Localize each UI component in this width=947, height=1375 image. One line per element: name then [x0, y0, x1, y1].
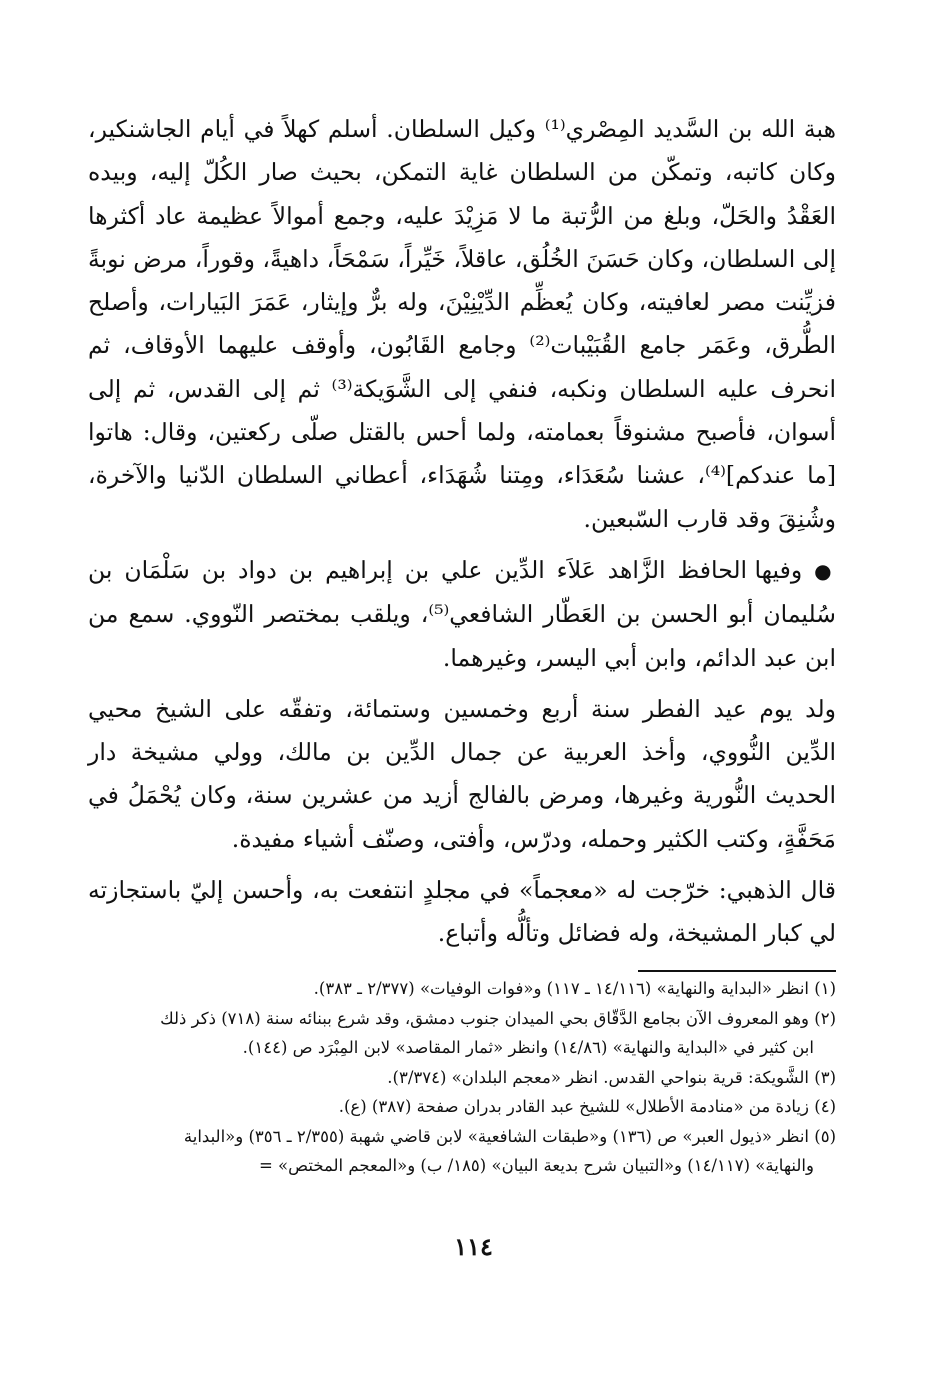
- bullet-paragraph: [88, 549, 836, 680]
- footnote-3: (٣) الشَّويكة: قرية بنواحي القدس. انظر «معجم البلدان» (٣/٣٧٤).: [387, 1067, 836, 1087]
- footnote-4: (٤) زيادة من «منادمة الأطلال» للشيخ عبد القادر بدران صفحة (٣٨٧) (ع).: [338, 1097, 836, 1116]
- main-text: [88, 108, 836, 956]
- footnote-2: (٢) وهو المعروف الآن بجامع الدَّقّاق بحي الميدان جنوب دمشق، وقد شرع ببنائه سنة (٧١٨) ذكر ذلك: [160, 1008, 836, 1028]
- bullet-icon: ●: [814, 558, 836, 583]
- bullet-paragraph-text: وفيها الحافظ الزَّاهد عَلاَء الدِّين علي بن إبراهيم بن دواد بن سَلْمَان بن سُليمان أبو الحسن بن العَطّار الشافعي⁽⁵⁾، ويلقب بمختصر النّووي. سمع من ابن عبد الدائم، وابن أبي اليسر، وغيرهما.: [88, 555, 836, 672]
- footnote-2-continuation: ابن كثير في «البداية والنهاية» (١٤/٨٦) وانظر «ثمار المقاصد» لابن المِبْرَد ص (١٤٤).: [242, 1038, 814, 1057]
- page-number: ١١٤: [454, 1232, 493, 1261]
- biography-paragraph: هبة الله بن السَّديد المِصْري⁽¹⁾ وكيل السلطان. أسلم كهلاً في أيام الجاشنكير، وكان كاتبه، وتمكّن من السلطان غاية التمكن، بحيث صار الكُلّ إليه، وبيده العَقْدُ والحَلّ، وبلغ من الرُّتبة ما لا مَزِيْدَ عليه، وجمع أموالاً عظيمة عاد أكثرها إلى السلطان، وكان حَسَنَ الخُلُق، عاقلاً، خَيِّراً، سَمْحَاً، داهيةً، وقوراً، مرض نوبةً فزيِّنت مصر لعافيته، وكان يُعظِّم الدِّيْنِيْنَ، وله برٌّ وإيثار، عَمَرَ البَيارات، وأصلح الطُّرق، وعَمَر جامع القُبَيْبات⁽²⁾ وجامع القَابُون، وأوقف عليهما الأوقاف، ثم انحرف عليه السلطان ونكبه، فنفي إلى الشَّوَيكة⁽³⁾ ثم إلى القدس، ثم إلى أسوان، فأصبح مشنوقاً بعمامته، ولما أحس بالقتل صلّى ركعتين، وقال: هاتوا [ما عندكم]⁽⁴⁾، عشنا سُعَدَاء، ومِتنا شُهَدَاء، أعطاني السلطان الدّنيا والآخرة، وشُنِقَ وقد قارب السّبعين.: [88, 115, 836, 533]
- footnote-5-continuation: والنهاية» (١٤/١١٧) و«التبيان شرح بديعة البيان» (١٨٥/ ب) و«المعجم المختص» =: [258, 1156, 814, 1175]
- footnote-5: (٥) انظر «ذيول العبر» ص (١٣٦) و«طبقات الشافعية» لابن قاضي شهبة (٢/٣٥٥ ـ ٣٥٦) و«البداية: [183, 1126, 836, 1146]
- dhahabi-paragraph: قال الذهبي: خرّجت له «معجماً» في مجلدٍ انتفعت به، وأحسن إليّ باستجازته لي كبار المشيخة، وله فضائل وتألُّه وأتباع.: [88, 876, 836, 948]
- footnote-1: (١) انظر «البداية والنهاية» (١٤/١١٦ ـ ١١٧) و«فوات الوفيات» (٢/٣٧٧ ـ ٣٨٣).: [313, 979, 836, 998]
- footnotes: [78, 974, 836, 1181]
- birth-paragraph: ولد يوم عيد الفطر سنة أربع وخمسين وستمائة، وتفقّه على الشيخ محيي الدِّين النُّووي، وأخذ العربية عن جمال الدِّين بن مالك، وولي مشيخة دار الحديث النُّورية وغيرها، ومرض بالفالج أزيد من عشرين سنة، وكان يُحْمَلُ في مَحَفَّةٍ، وكتب الكثير وحمله، ودرّس، وأفتى، وصنّف أشياء مفيدة.: [88, 694, 836, 853]
- footnote-divider: [638, 970, 836, 972]
